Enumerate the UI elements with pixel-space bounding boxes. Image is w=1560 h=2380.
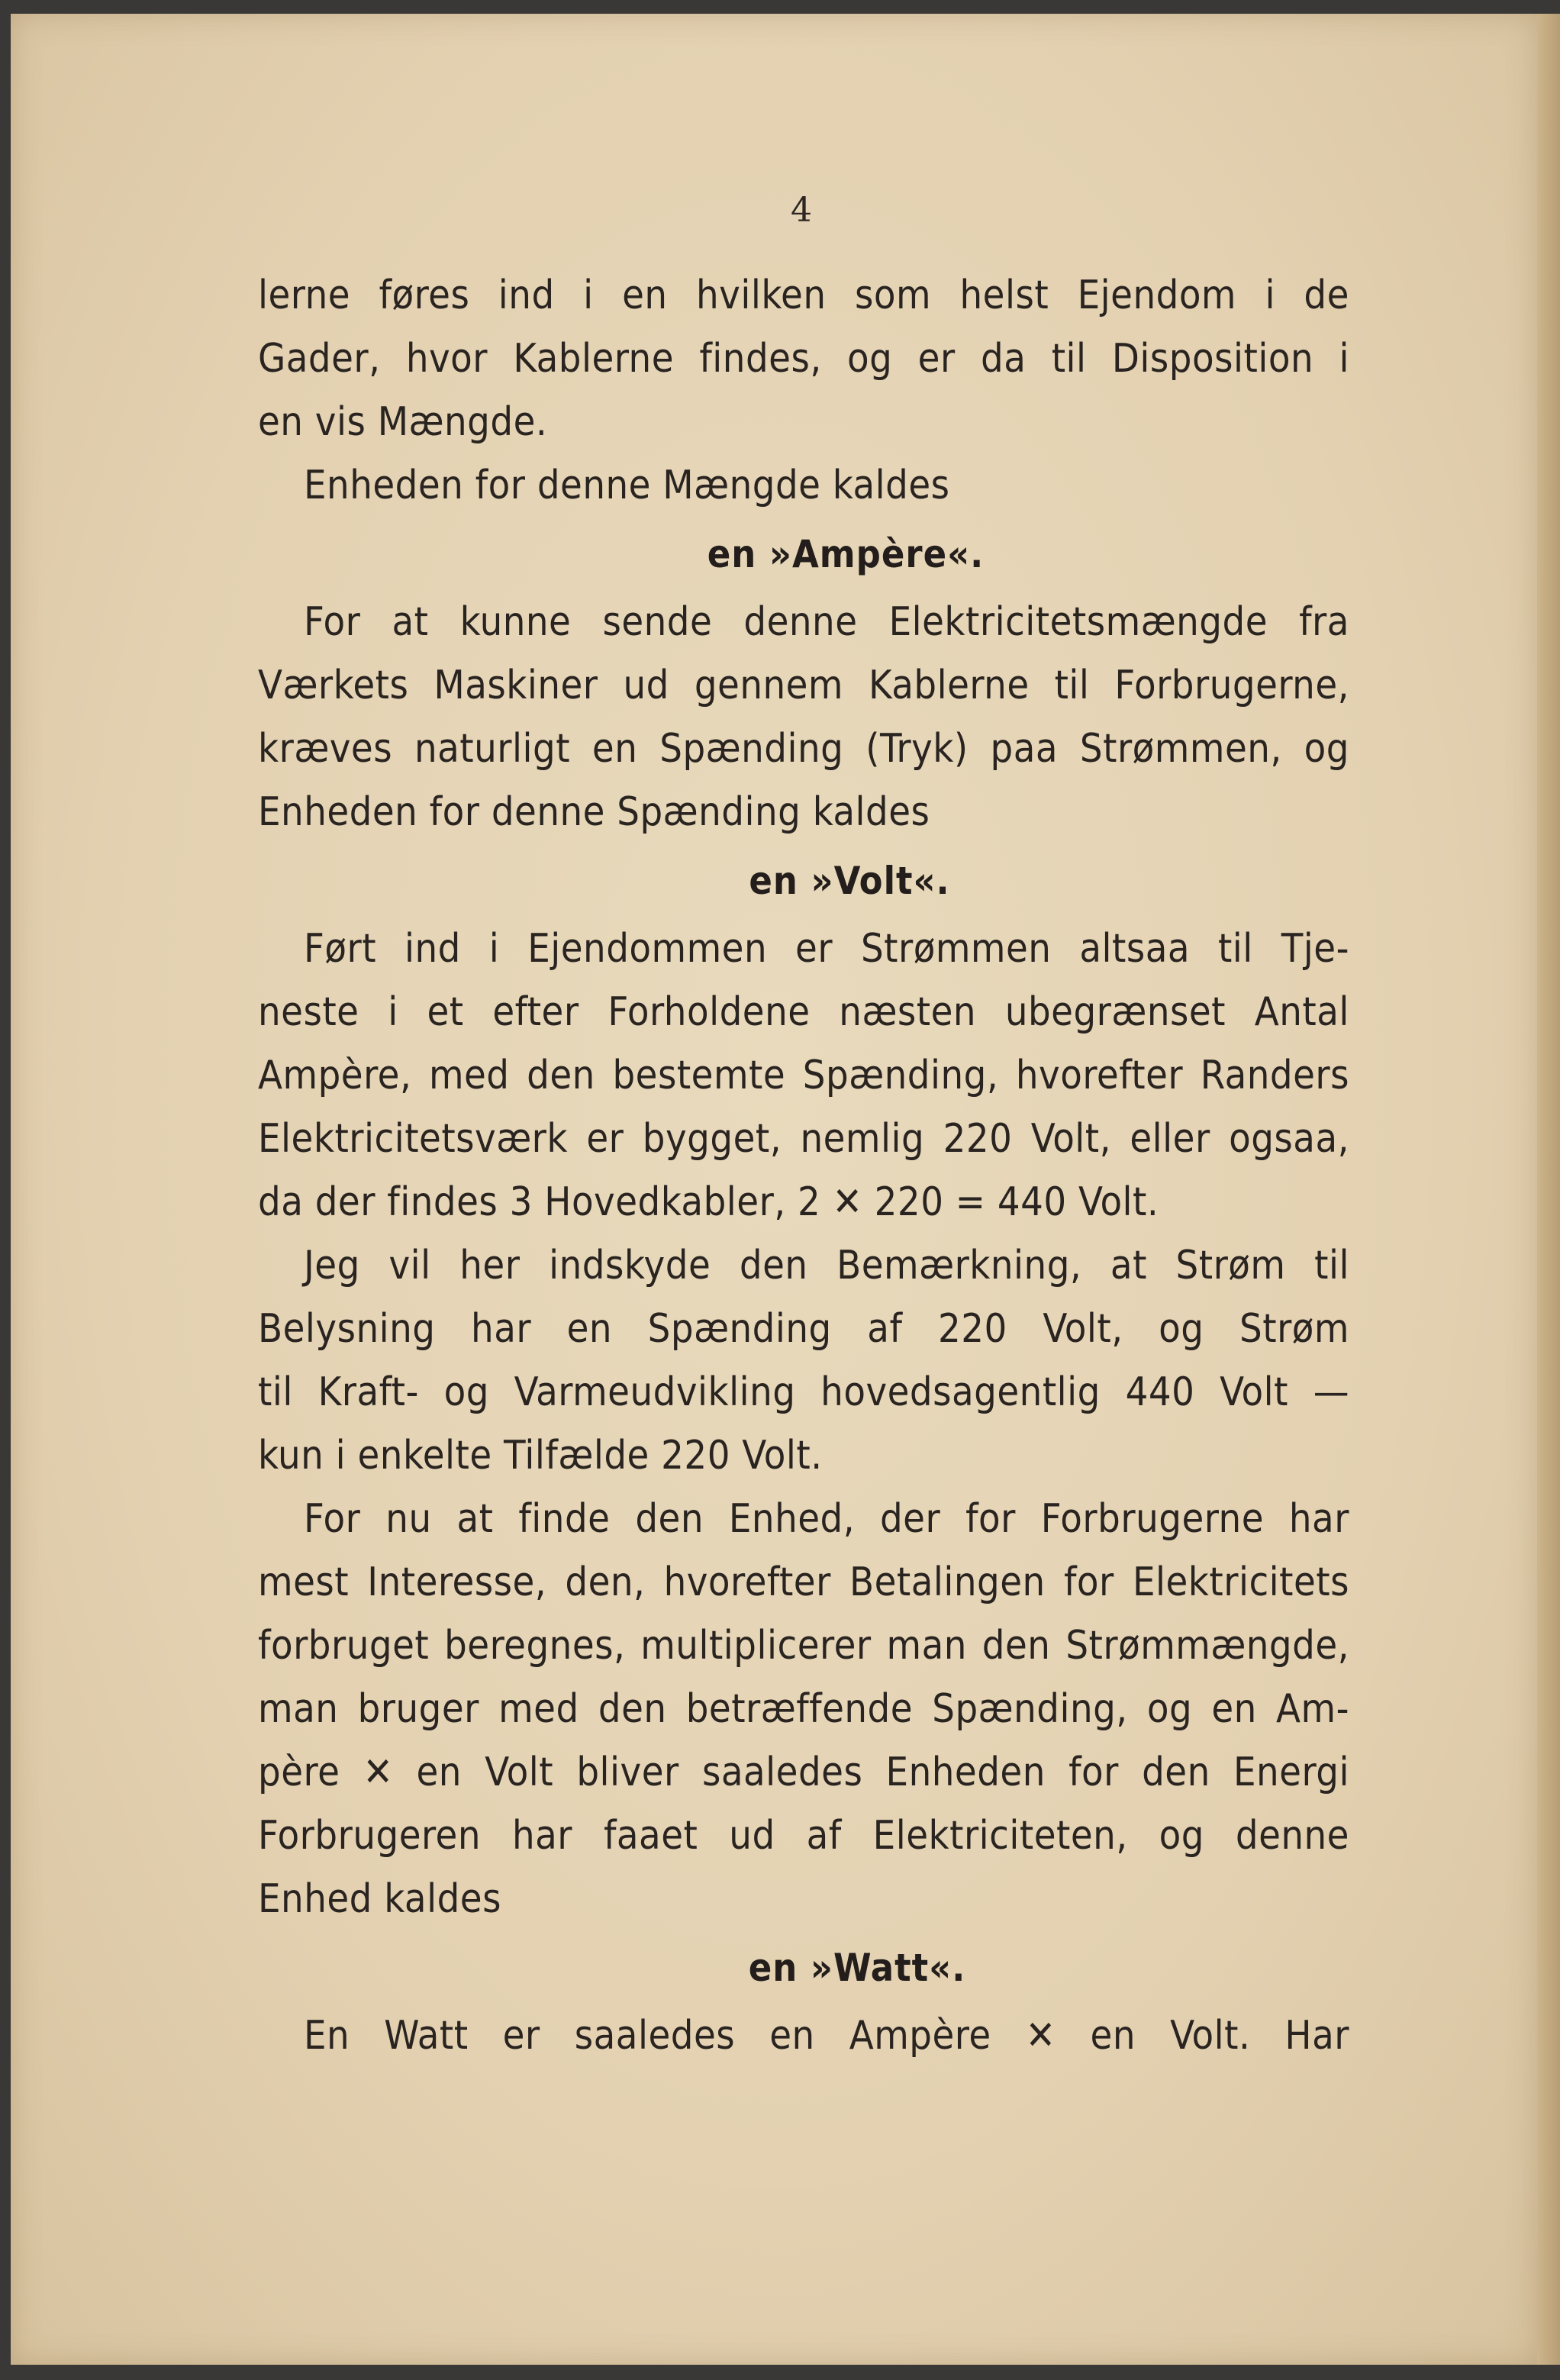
- text-line: Ampère, med den bestemte Spænding, hvorefter Randers: [258, 1053, 1349, 1098]
- text-line: Ført ind i Ejendommen er Strømmen altsaa til Tje-: [304, 926, 1349, 972]
- text-line: Værkets Maskiner ud gennem Kablerne til Forbrugerne,: [258, 663, 1349, 708]
- text-line: Forbrugeren har faaet ud af Elektriciteten, og denne: [258, 1813, 1349, 1859]
- heading-ampere: en »Ampère«.: [707, 532, 985, 576]
- text-line: En Watt er saaledes en Ampère ✕ en Volt. Har: [304, 2013, 1349, 2059]
- text-line: Gader, hvor Kablerne findes, og er da til Disposition i: [258, 336, 1349, 382]
- text-line: Enheden for denne Mængde kaldes: [304, 463, 950, 508]
- text-line: lerne føres ind i en hvilken som helst Ejendom i de: [258, 273, 1349, 318]
- text-line: neste i et efter Forholdene næsten ubegrænset Antal: [258, 989, 1349, 1035]
- page-number: 4: [791, 191, 812, 230]
- heading-watt: en »Watt«.: [748, 1946, 966, 1990]
- text-line: kun i enkelte Tilfælde 220 Volt.: [258, 1433, 823, 1479]
- page-edge: [1537, 14, 1560, 2365]
- text-line: Enhed kaldes: [258, 1876, 501, 1922]
- text-line: Belysning har en Spænding af 220 Volt, og Strøm: [258, 1306, 1349, 1352]
- text-line: mest Interesse, den, hvorefter Betalingen for Elektricitets: [258, 1559, 1349, 1605]
- text-line: til Kraft- og Varmeudvikling hovedsagentlig 440 Volt —: [258, 1369, 1349, 1415]
- text-line: For nu at finde den Enhed, der for Forbrugerne har: [304, 1496, 1349, 1542]
- text-line: da der findes 3 Hovedkabler, 2 ✕ 220 = 440 Volt.: [258, 1179, 1159, 1225]
- text-line: man bruger med den betræffende Spænding, og en Am-: [258, 1686, 1349, 1732]
- text-line: en vis Mængde.: [258, 399, 548, 445]
- text-line: père ✕ en Volt bliver saaledes Enheden for den Energi: [258, 1750, 1349, 1795]
- text-line: Jeg vil her indskyde den Bemærkning, at Strøm til: [304, 1243, 1349, 1288]
- heading-volt: en »Volt«.: [749, 859, 950, 903]
- text-line: Enheden for denne Spænding kaldes: [258, 789, 930, 835]
- body-text: [258, 264, 1349, 2068]
- text-line: forbruget beregnes, multiplicerer man den Strømmængde,: [258, 1623, 1349, 1669]
- text-line: kræves naturligt en Spænding (Tryk) paa Strømmen, og: [258, 726, 1349, 772]
- text-line: Elektricitetsværk er bygget, nemlig 220 Volt, eller ogsaa,: [258, 1116, 1349, 1162]
- text-line: For at kunne sende denne Elektricitetsmængde fra: [304, 599, 1349, 645]
